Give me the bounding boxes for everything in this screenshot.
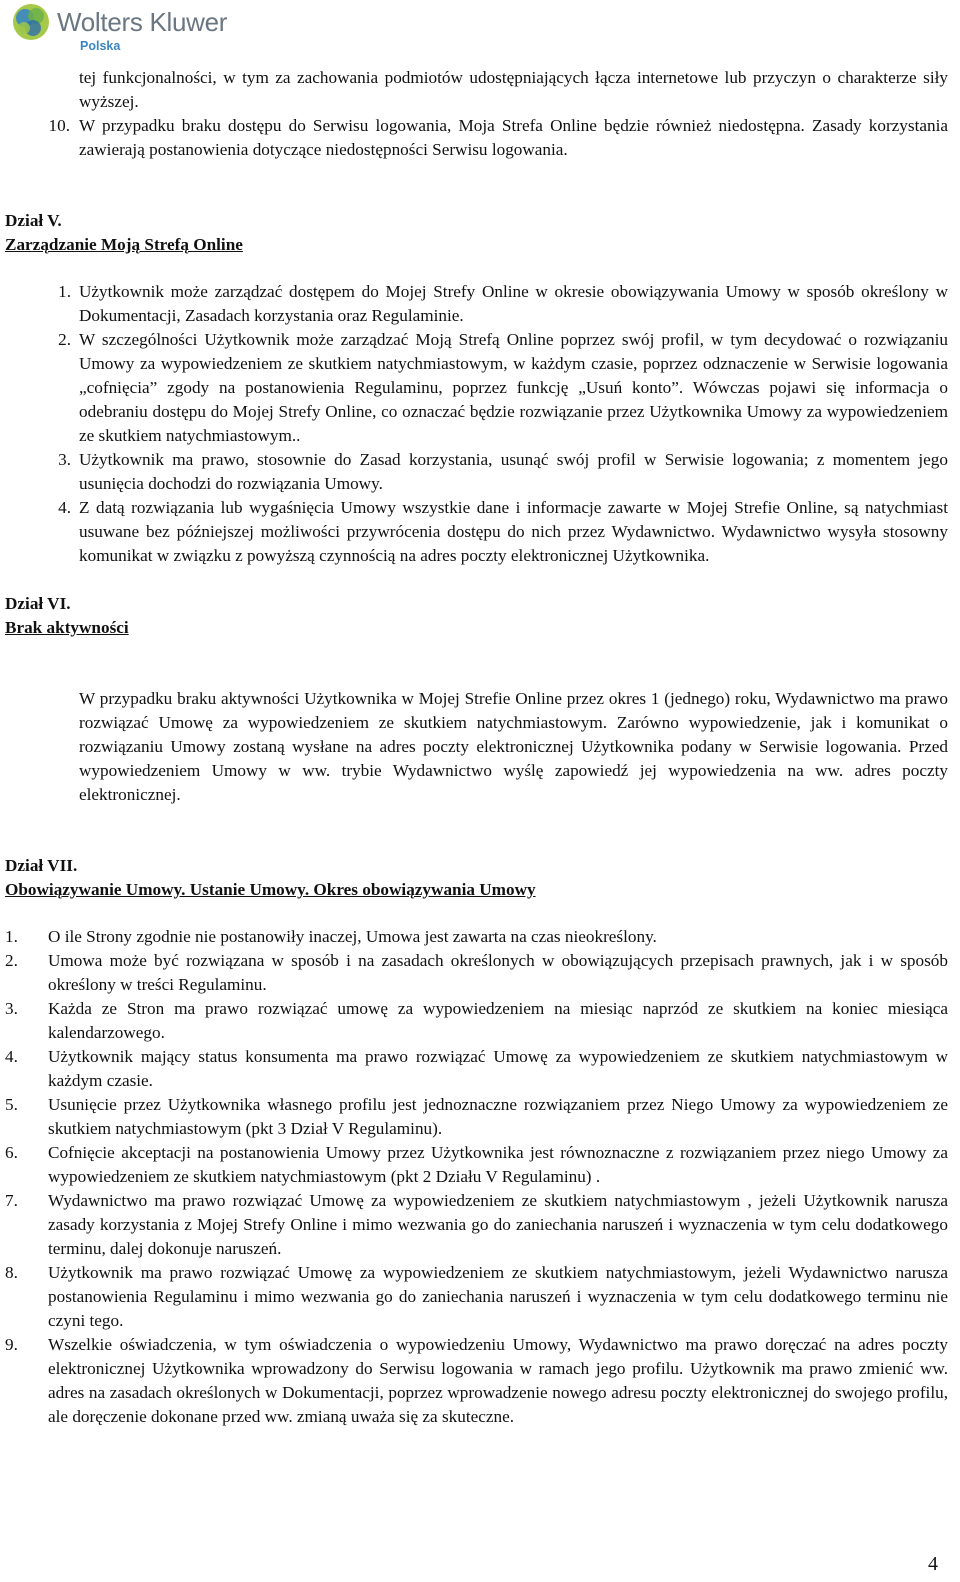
- section-6-paragraph: W przypadku braku aktywności Użytkownika w Mojej Strefie Online przez okres 1 (jednego) roku, Wydawnictwo ma prawo rozwiązać Umowę za wypowiedzeniem ze skutkiem natychmiastowym. Zarówno wypowiedzenie, jak i komunikat o rozwiązaniu Umowy zostaną wysłane na adres poczty elektronicznej Użytkownika podany w Serwisie logowania. Przed wypowiedzeniem Umowy w ww. trybie Wydawnictwo wyślę zapowiedź jej wypowiedzenia na ww. adres poczty elektronicznej.: [79, 689, 948, 804]
- item-text: Wszelkie oświadczenia, w tym oświadczenia o wypowiedzeniu Umowy, Wydawnictwo ma prawo doręczać na adres poczty elektronicznej Użytkownika wprowadzony do Serwisu logowania w ramach jego profilu. Użytkownik ma prawo zmienić ww. adres na zasadach określonych w Dokumentacji, poprzez wprowadzenie nowego adresu poczty elektronicznej do swojego profilu, ale doręczenie dokonane przed ww. zmianą uważa się za skuteczne.: [48, 1335, 948, 1426]
- page-number: 4: [928, 1553, 938, 1575]
- item-number: 8.: [5, 1263, 18, 1282]
- intro-item-10: [0, 114, 960, 162]
- logo-mark-icon: [11, 2, 51, 42]
- section-6-title: Brak aktywności: [5, 618, 129, 637]
- item-text: Cofnięcie akceptacji na postanowienia Umowy przez Użytkownika jest równoznaczne z rozwiązaniem przez niego Umowy za wypowiedzeniem ze skutkiem natychmiastowym (pkt 2 Działu V Regulaminu) .: [48, 1143, 948, 1186]
- item-text: Usunięcie przez Użytkownika własnego profilu jest jednoznaczne rozwiązaniem przez Niego Umowy za wypowiedzeniem ze skutkiem natychmiastowym (pkt 3 Dział V Regulaminu).: [48, 1095, 948, 1138]
- logo-name: Wolters Kluwer: [57, 7, 228, 37]
- list-item: [0, 997, 960, 1045]
- item-number: 9.: [5, 1335, 18, 1354]
- item-number: 4.: [5, 1047, 18, 1066]
- list-item: [0, 1141, 960, 1189]
- list-item: [0, 496, 960, 568]
- item-number: 1.: [5, 927, 18, 946]
- list-item: [0, 1333, 960, 1429]
- list-item: [0, 925, 960, 949]
- item-text: Każda ze Stron ma prawo rozwiązać umowę za wypowiedzeniem na miesiąc naprzód ze skutkiem na koniec miesiąca kalendarzowego.: [48, 999, 948, 1042]
- item-text: W szczególności Użytkownik może zarządzać Moją Strefą Online poprzez swój profil, w tym decydować o rozwiązaniu Umowy za wypowiedzeniem ze skutkiem natychmiastowym, w każdym czasie, poprzez odznaczenie w Serwisie logowania „cofnięcia” zgody na postanowienia Regulaminu, poprzez funkcję „Usuń konto”. Wówczas pojawi się informacja o odebraniu dostępu do Mojej Strefy Online, co oznaczać będzie rozwiązanie przez Użytkownika Umowy za wypowiedzeniem ze skutkiem natychmiastowym..: [79, 330, 948, 445]
- item-number: 2.: [58, 330, 71, 349]
- item-text: Użytkownik ma prawo, stosownie do Zasad korzystania, usunąć swój profil w Serwisie logowania; z momentem jego usunięcia dochodzi do rozwiązania Umowy.: [79, 450, 948, 493]
- list-item: [0, 280, 960, 328]
- list-item: [0, 949, 960, 997]
- list-item: [0, 1093, 960, 1141]
- item-text: Użytkownik mający status konsumenta ma prawo rozwiązać Umowę za wypowiedzeniem ze skutkiem natychmiastowym w każdym czasie.: [48, 1047, 948, 1090]
- intro-continuation: tej funkcjonalności, w tym za zachowania podmiotów udostępniających łącza internetowe lub przyczyn o charakterze siły wyższej.: [79, 68, 948, 111]
- item-number: 3.: [5, 999, 18, 1018]
- list-item: [0, 1189, 960, 1261]
- logo-subtitle: Polska: [80, 39, 121, 53]
- section-5-label: Dział V.: [5, 211, 62, 230]
- item-number: 5.: [5, 1095, 18, 1114]
- item-number: 7.: [5, 1191, 18, 1210]
- section-7-title: Obowiązywanie Umowy. Ustanie Umowy. Okres obowiązywania Umowy: [5, 880, 536, 899]
- section-5-title: Zarządzanie Moją Strefą Online: [5, 235, 243, 254]
- item-text: Umowa może być rozwiązana w sposób i na zasadach określonych w obowiązujących przepisach prawnych, jak i w sposób określony w treści Regulaminu.: [48, 951, 948, 994]
- wolters-kluwer-logo: [11, 2, 251, 54]
- item-number: 1.: [58, 282, 71, 301]
- item-text: Wydawnictwo ma prawo rozwiązać Umowę za wypowiedzeniem ze skutkiem natychmiastowym , jeżeli Użytkownik narusza zasady korzystania z Mojej Strefy Online i mimo wezwania go do zaniechania naruszeń i wyznaczenia w tym celu dodatkowego terminu, dalej dokonuje naruszeń.: [48, 1191, 948, 1258]
- item-number: 3.: [58, 450, 71, 469]
- section-7-label: Dział VII.: [5, 856, 78, 875]
- item-text: Z datą rozwiązania lub wygaśnięcia Umowy wszystkie dane i informacje zawarte w Mojej Strefie Online, są natychmiast usuwane bez późniejszej możliwości przywrócenia dostępu do nich przez Wydawnictwo. Wydawnictwo wysyła stosowny komunikat w związku z powyższą czynnością na adres poczty elektronicznej Użytkownika.: [79, 498, 948, 565]
- item-number: 6.: [5, 1143, 18, 1162]
- section-7-list: [0, 925, 960, 1429]
- section-6-label: Dział VI.: [5, 594, 71, 613]
- list-item: [0, 328, 960, 448]
- list-item: [0, 448, 960, 496]
- section-5-list: [0, 280, 960, 568]
- list-item: [0, 1045, 960, 1093]
- document-body: [0, 66, 960, 1429]
- item-number: 4.: [58, 498, 71, 517]
- item-text: O ile Strony zgodnie nie postanowiły inaczej, Umowa jest zawarta na czas nieokreślony.: [48, 927, 657, 946]
- list-item: [0, 1261, 960, 1333]
- item-text: W przypadku braku dostępu do Serwisu logowania, Moja Strefa Online będzie również niedostępna. Zasady korzystania zawierają postanowienia dotyczące niedostępności Serwisu logowania.: [79, 116, 948, 159]
- item-number: 10.: [48, 116, 70, 135]
- item-text: Użytkownik może zarządzać dostępem do Mojej Strefy Online w okresie obowiązywania Umowy w sposób określony w Dokumentacji, Zasadach korzystania oraz Regulaminie.: [79, 282, 948, 325]
- item-text: Użytkownik ma prawo rozwiązać Umowę za wypowiedzeniem ze skutkiem natychmiastowym, jeżeli Wydawnictwo narusza postanowienia Regulaminu i mimo wezwania go do zaniechania naruszeń i wyznaczenia w tym celu dodatkowego terminu nie czyni tego.: [48, 1263, 948, 1330]
- item-number: 2.: [5, 951, 18, 970]
